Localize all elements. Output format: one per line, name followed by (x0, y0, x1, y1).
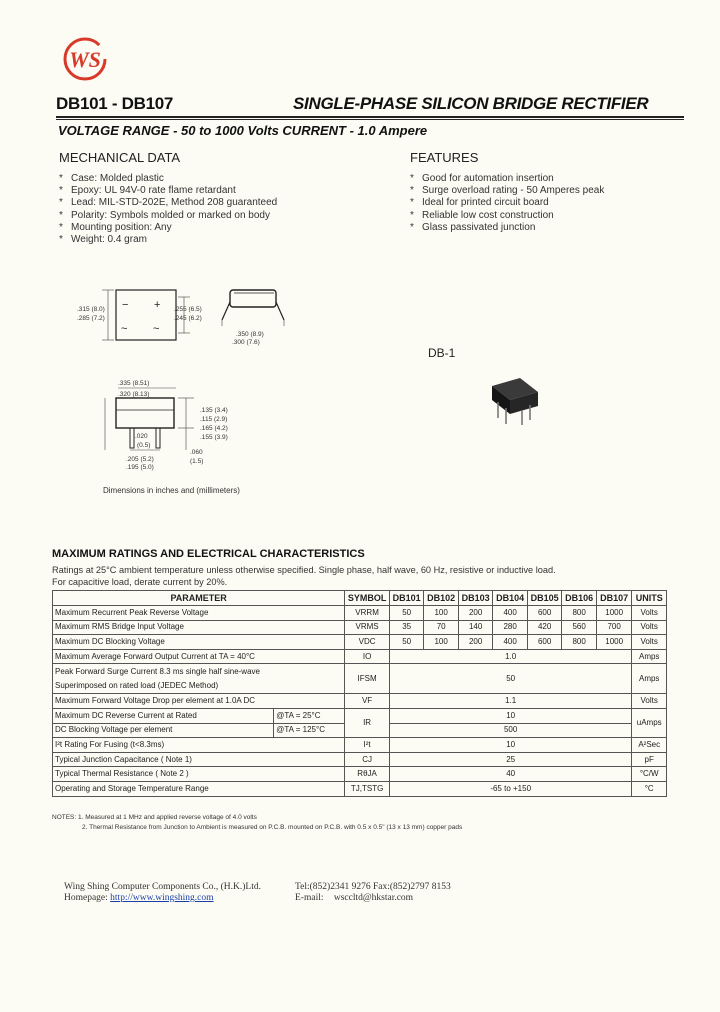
voltage-current-subtitle: VOLTAGE RANGE - 50 to 1000 Volts CURRENT - 1.0 Ampere (58, 123, 428, 138)
column-header: DB104 (493, 591, 528, 606)
mechanical-item: * Mounting position: Any (59, 222, 277, 234)
table-row: Maximum DC Reverse Current at Rated @TA = 25°C IR 10 uAmps (53, 708, 667, 723)
dim-label: .135 (3.4) (200, 407, 228, 414)
table-row: Typical Junction Capacitance ( Note 1) CJ 25 pF (53, 752, 667, 767)
ratings-heading: MAXIMUM RATINGS AND ELECTRICAL CHARACTERISTICS (52, 548, 365, 560)
dim-label: .195 (5.0) (126, 464, 154, 471)
mechanical-data-heading: MECHANICAL DATA (59, 150, 181, 165)
svg-text:+: + (154, 299, 161, 311)
table-row: Maximum RMS Bridge Input Voltage VRMS 35 70 140 280 420 560 700 Volts (53, 620, 667, 635)
dim-label: (0.5) (137, 442, 151, 449)
homepage-label: Homepage: (64, 893, 108, 903)
dim-label: .115 (2.9) (200, 416, 228, 423)
ratings-note: For capacitive load, derate current by 20%. (52, 577, 228, 587)
column-header: DB103 (458, 591, 493, 606)
dimensions-note: Dimensions in inches and (millimeters) (103, 486, 240, 495)
dim-label: .165 (4.2) (200, 425, 228, 432)
ws-logo (54, 36, 116, 82)
dim-label: .245 (6.2) (174, 315, 202, 322)
feature-item: * Ideal for printed circuit board (410, 197, 604, 209)
title-rule-thick (56, 116, 684, 118)
homepage-row (64, 893, 214, 903)
feature-item: * Surge overload rating - 50 Amperes peak (410, 185, 604, 197)
table-note: NOTES: 1. Measured at 1 MHz and applied reverse voltage of 4.0 volts (52, 814, 257, 821)
dim-label: .060 (190, 449, 203, 456)
dim-label: .255 (6.5) (174, 306, 202, 313)
package-label: DB-1 (428, 346, 456, 360)
tel-fax: Tel:(852)2341 9276 Fax:(852)2797 8153 (295, 882, 451, 892)
dim-label: .020 (135, 433, 148, 440)
table-row: Maximum Forward Voltage Drop per element at 1.0A DC VF 1.1 Volts (53, 694, 667, 709)
mechanical-item: * Polarity: Symbols molded or marked on body (59, 210, 277, 222)
mechanical-item: * Lead: MIL-STD-202E, Method 208 guaranteed (59, 197, 277, 209)
column-header: PARAMETER (53, 591, 345, 606)
table-row: Operating and Storage Temperature Range TJ,TSTG -65 to +150 °C (53, 781, 667, 796)
logo-text: WS (69, 47, 101, 72)
dim-label: .320 (8.13) (118, 391, 150, 398)
svg-text:~: ~ (121, 323, 128, 335)
column-header: DB102 (424, 591, 459, 606)
mechanical-item: * Weight: 0.4 gram (59, 234, 277, 246)
features-list (410, 173, 604, 234)
part-range-title: DB101 - DB107 (56, 94, 174, 113)
company-name: Wing Shing Computer Components Co., (H.K.)Ltd. (64, 882, 261, 892)
feature-item: * Reliable low cost construction (410, 210, 604, 222)
feature-item: * Glass passivated junction (410, 222, 604, 234)
dim-label: .350 (8.9) (236, 331, 264, 338)
table-note: 2. Thermal Resistance from Junction to Ambient is measured on P.C.B. mounted on P.C.B. with 0.5 x 0.5" (13 x 13 mm) copper pads (82, 824, 463, 831)
email-row (295, 893, 413, 903)
dim-label: .315 (8.0) (77, 306, 105, 313)
svg-text:−: − (122, 299, 129, 311)
table-row: I²t Rating For Fusing (t<8.3ms) I²t 10 A²Sec (53, 738, 667, 753)
column-header: SYMBOL (345, 591, 390, 606)
table-row: Typical Thermal Resistance ( Note 2 ) RθJA 40 °C/W (53, 767, 667, 782)
dim-label: .335 (8.51) (118, 380, 150, 387)
dim-label: .285 (7.2) (77, 315, 105, 322)
table-row: Peak Forward Surge Current 8.3 ms single half sine-wave Superimposed on rated load (JEDEC Method) IFSM 50 Amps (53, 664, 667, 694)
column-header: DB101 (389, 591, 424, 606)
title-rule-thin (56, 119, 684, 120)
package-outline-drawing (70, 278, 300, 486)
dim-label: .205 (5.2) (126, 456, 154, 463)
table-row: DC Blocking Voltage per element @TA = 125°C 500 (53, 723, 667, 738)
dim-label: .300 (7.6) (232, 339, 260, 346)
email-address[interactable]: wsccltd@hkstar.com (333, 893, 414, 903)
package-photo (484, 370, 544, 428)
mechanical-item: * Epoxy: UL 94V-0 rate flame retardant (59, 185, 277, 197)
dim-label: .155 (3.9) (200, 434, 228, 441)
column-header: DB106 (562, 591, 597, 606)
ratings-table (52, 590, 667, 797)
mechanical-item: * Case: Molded plastic (59, 173, 277, 185)
column-header: UNITS (632, 591, 667, 606)
column-header: DB105 (527, 591, 562, 606)
table-header-row (53, 591, 667, 606)
column-header: DB107 (596, 591, 632, 606)
product-description-title: SINGLE-PHASE SILICON BRIDGE RECTIFIER (293, 94, 649, 113)
mechanical-data-list (59, 173, 277, 246)
table-row: Maximum Recurrent Peak Reverse Voltage VRRM 50 100 200 400 600 800 1000 Volts (53, 606, 667, 621)
table-row: Maximum DC Blocking Voltage VDC 50 100 200 400 600 800 1000 Volts (53, 635, 667, 650)
email-label: E-mail: (295, 893, 324, 903)
svg-text:~: ~ (153, 323, 160, 335)
features-heading: FEATURES (410, 150, 479, 165)
ratings-note: Ratings at 25°C ambient temperature unless otherwise specified. Single phase, half wave, 60 Hz, resistive or inductive load. (52, 565, 556, 575)
ratings-notes (52, 564, 556, 588)
feature-item: * Good for automation insertion (410, 173, 604, 185)
dim-label: (1.5) (190, 458, 204, 465)
table-row: Maximum Average Forward Output Current at TA = 40°C IO 1.0 Amps (53, 649, 667, 664)
homepage-link[interactable]: http://www.wingshing.com (110, 893, 214, 903)
table-notes (52, 813, 462, 833)
